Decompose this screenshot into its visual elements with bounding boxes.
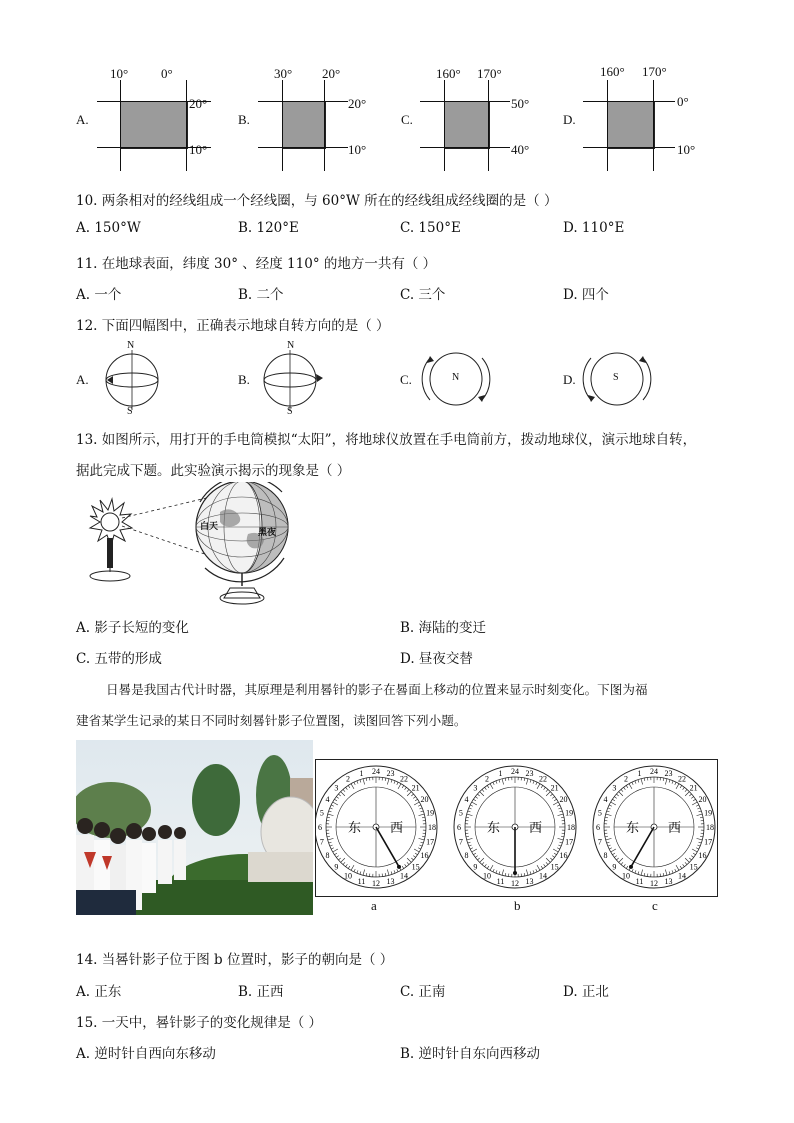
- svg-text:东: 东: [348, 821, 362, 836]
- q14-option-d[interactable]: D. 正北: [563, 984, 609, 1000]
- svg-text:24: 24: [511, 767, 519, 776]
- question-13-stem-line1: 13. 如图所示，用打开的手电筒模拟“太阳”，将地球仪放置在手电筒前方，拨动地球仪，演示地球自转，: [76, 432, 697, 448]
- gray-square: [607, 101, 655, 149]
- latitude-line: [258, 147, 348, 148]
- svg-text:22: 22: [400, 774, 408, 784]
- longitude-line: [607, 80, 608, 171]
- svg-text:20: 20: [559, 795, 568, 804]
- svg-text:7: 7: [458, 837, 463, 847]
- dial-caption-a: a: [371, 898, 377, 913]
- svg-text:3: 3: [473, 783, 478, 793]
- svg-text:24: 24: [372, 767, 380, 776]
- svg-text:17: 17: [426, 837, 435, 847]
- option-letter: A.: [76, 112, 89, 127]
- svg-text:5: 5: [597, 808, 602, 818]
- label-right-top: 20°: [348, 96, 367, 111]
- svg-text:13: 13: [664, 877, 673, 887]
- sundial-dials-svg: [316, 760, 717, 896]
- south-pole-label: S: [287, 406, 293, 417]
- q10-option-d[interactable]: D. 110°E: [563, 220, 625, 236]
- option-letter: B.: [238, 112, 250, 127]
- arrow-icon: [639, 356, 646, 363]
- svg-text:17: 17: [704, 837, 713, 847]
- svg-text:15: 15: [411, 862, 420, 872]
- q10-option-a[interactable]: A. 150°W: [76, 220, 141, 236]
- question-12-stem: 12. 下面四幅图中，正确表示地球自转方向的是（ ）: [76, 318, 390, 334]
- svg-text:4: 4: [464, 795, 469, 804]
- svg-text:12: 12: [511, 879, 519, 888]
- longitude-line: [120, 80, 121, 171]
- svg-text:5: 5: [319, 808, 324, 818]
- svg-text:9: 9: [473, 862, 478, 872]
- svg-text:18: 18: [567, 823, 575, 832]
- option-letter: C.: [401, 112, 413, 127]
- svg-text:2: 2: [485, 774, 489, 784]
- latitude-line: [583, 147, 675, 148]
- svg-text:西: 西: [668, 821, 682, 836]
- label-right-bottom: 10°: [348, 142, 367, 157]
- q10-option-b[interactable]: B. 120°E: [238, 220, 299, 236]
- option-letter: B.: [238, 372, 250, 387]
- svg-text:18: 18: [428, 823, 436, 832]
- label-top-left: 10°: [110, 66, 129, 81]
- svg-text:16: 16: [420, 851, 429, 860]
- arrow-icon: [427, 356, 434, 363]
- q15-option-a[interactable]: A. 逆时针自西向东移动: [76, 1046, 216, 1062]
- polar-view-diagram-d: [579, 346, 659, 412]
- sundial-face: [593, 766, 715, 888]
- svg-text:21: 21: [411, 783, 420, 793]
- svg-text:17: 17: [565, 837, 574, 847]
- svg-text:11: 11: [357, 877, 366, 887]
- question-11-stem: 11. 在地球表面，纬度 30° 、经度 110° 的地方一共有（ ）: [76, 256, 437, 272]
- q11-option-d[interactable]: D. 四个: [563, 287, 609, 303]
- longitude-line: [324, 80, 325, 171]
- label-right-bottom: 10°: [677, 142, 696, 157]
- svg-text:16: 16: [559, 851, 568, 860]
- svg-text:西: 西: [529, 821, 543, 836]
- flashlight-globe-illustration: [70, 482, 300, 612]
- svg-text:8: 8: [603, 851, 608, 860]
- question-10-stem: 10. 两条相对的经线组成一个经线圈，与 60°W 所在的经线组成经线圈的是（ ）: [76, 193, 558, 209]
- svg-text:6: 6: [457, 823, 461, 832]
- q10-option-c[interactable]: C. 150°E: [400, 220, 461, 236]
- q13-option-a[interactable]: A. 影子长短的变化: [76, 620, 189, 636]
- q13-option-c[interactable]: C. 五带的形成: [76, 651, 162, 667]
- svg-text:5: 5: [458, 808, 463, 818]
- svg-text:19: 19: [565, 808, 574, 818]
- q13-option-b[interactable]: B. 海陆的变迁: [400, 620, 487, 636]
- north-pole-label: N: [127, 340, 135, 351]
- svg-text:1: 1: [498, 768, 503, 778]
- svg-text:10: 10: [483, 871, 491, 881]
- flashlight-handle: [107, 538, 113, 568]
- longitude-line: [488, 80, 489, 171]
- north-pole-center-label: N: [452, 372, 460, 383]
- svg-text:11: 11: [635, 877, 644, 887]
- dial-caption-c: c: [652, 898, 658, 913]
- svg-text:12: 12: [650, 879, 658, 888]
- label-top-left: 160°: [436, 66, 461, 81]
- svg-text:24: 24: [650, 767, 658, 776]
- svg-text:23: 23: [525, 768, 534, 778]
- latitude-line: [583, 101, 675, 102]
- q11-option-a[interactable]: A. 一个: [76, 287, 122, 303]
- passage-line-1: 日晷是我国古代计时器，其原理是利用晷针的影子在晷面上移动的位置来显示时刻变化。下图为福: [106, 682, 648, 697]
- svg-text:4: 4: [603, 795, 608, 804]
- north-pole-label: N: [287, 340, 295, 351]
- globe-day-label: 白天: [200, 522, 219, 532]
- label-top-left: 30°: [274, 66, 293, 81]
- sundial-dials-panel: [315, 759, 718, 897]
- longitude-line: [444, 80, 445, 171]
- svg-text:14: 14: [539, 871, 547, 881]
- globe-rotation-diagram-a: [95, 340, 175, 420]
- svg-text:7: 7: [597, 837, 602, 847]
- svg-text:11: 11: [496, 877, 505, 887]
- label-right-top: 0°: [677, 94, 689, 109]
- svg-text:21: 21: [689, 783, 698, 793]
- q14-option-c[interactable]: C. 正南: [400, 984, 446, 1000]
- svg-text:14: 14: [678, 871, 686, 881]
- arrow-icon: [588, 395, 595, 402]
- sundial-face: [316, 766, 437, 888]
- svg-text:12: 12: [372, 879, 380, 888]
- question-13-stem-line2: 据此完成下题。此实验演示揭示的现象是（ ）: [76, 463, 351, 479]
- arrow-right-icon: [316, 374, 323, 382]
- sundial-photo: [76, 740, 313, 915]
- svg-text:9: 9: [334, 862, 339, 872]
- svg-text:13: 13: [525, 877, 534, 887]
- svg-text:7: 7: [319, 837, 324, 847]
- label-top-left: 160°: [600, 64, 625, 79]
- label-right-top: 20°: [189, 96, 208, 111]
- svg-text:19: 19: [426, 808, 435, 818]
- latitude-line: [258, 101, 348, 102]
- sundial-photo-illustration: [76, 740, 313, 915]
- svg-text:8: 8: [325, 851, 330, 860]
- question-15-stem: 15. 一天中，晷针影子的变化规律是（ ）: [76, 1015, 323, 1031]
- svg-text:20: 20: [698, 795, 707, 804]
- globe-rotation-diagram-b: [257, 340, 337, 420]
- svg-text:13: 13: [386, 877, 395, 887]
- svg-text:东: 东: [487, 821, 501, 836]
- label-top-right: 0°: [161, 66, 173, 81]
- q11-option-c[interactable]: C. 三个: [400, 287, 446, 303]
- latitude-line: [420, 101, 510, 102]
- latitude-line: [420, 147, 510, 148]
- q14-option-a[interactable]: A. 正东: [76, 984, 122, 1000]
- gray-square: [282, 101, 326, 149]
- svg-text:22: 22: [678, 774, 686, 784]
- svg-text:14: 14: [400, 871, 408, 881]
- option-letter: D.: [563, 372, 576, 387]
- svg-text:9: 9: [612, 862, 617, 872]
- option-letter: A.: [76, 372, 89, 387]
- svg-text:21: 21: [550, 783, 559, 793]
- svg-text:6: 6: [596, 823, 600, 832]
- svg-text:6: 6: [318, 823, 322, 832]
- sundial-face: [454, 766, 576, 888]
- gray-square: [120, 101, 188, 149]
- option-letter: D.: [563, 112, 576, 127]
- svg-text:20: 20: [420, 795, 429, 804]
- svg-text:16: 16: [698, 851, 707, 860]
- svg-text:3: 3: [612, 783, 617, 793]
- svg-text:3: 3: [334, 783, 339, 793]
- svg-text:2: 2: [346, 774, 350, 784]
- label-top-right: 170°: [477, 66, 502, 81]
- label-right-top: 50°: [511, 96, 530, 111]
- svg-text:18: 18: [706, 823, 714, 832]
- passage-line-2: 建省某学生记录的某日不同时刻晷针影子位置图，读图回答下列小题。: [76, 713, 467, 728]
- dial-caption-b: b: [514, 898, 521, 913]
- south-pole-center-label: S: [613, 372, 619, 383]
- svg-text:10: 10: [622, 871, 630, 881]
- svg-text:东: 东: [626, 821, 640, 836]
- q15-option-b[interactable]: B. 逆时针自东向西移动: [400, 1046, 541, 1062]
- gray-square: [444, 101, 490, 149]
- label-top-right: 20°: [322, 66, 341, 81]
- south-pole-label: S: [127, 406, 133, 417]
- svg-text:2: 2: [624, 774, 628, 784]
- svg-text:15: 15: [689, 862, 698, 872]
- svg-text:西: 西: [390, 821, 404, 836]
- longitude-line: [186, 80, 187, 171]
- q14-option-b[interactable]: B. 正西: [238, 984, 284, 1000]
- q13-option-d[interactable]: D. 昼夜交替: [400, 651, 473, 667]
- option-letter: C.: [400, 372, 412, 387]
- svg-text:23: 23: [386, 768, 395, 778]
- q11-option-b[interactable]: B. 二个: [238, 287, 284, 303]
- svg-text:22: 22: [539, 774, 547, 784]
- label-top-right: 170°: [642, 64, 667, 79]
- question-14-stem: 14. 当晷针影子位于图 b 位置时，影子的朝向是（ ）: [76, 952, 394, 968]
- longitude-line: [653, 80, 654, 171]
- globe-night-label: 黑夜: [258, 528, 277, 538]
- svg-text:19: 19: [704, 808, 713, 818]
- svg-text:4: 4: [325, 795, 330, 804]
- label-right-bottom: 10°: [189, 142, 208, 157]
- svg-text:1: 1: [359, 768, 364, 778]
- svg-text:8: 8: [464, 851, 469, 860]
- arrow-icon: [478, 395, 485, 402]
- label-right-bottom: 40°: [511, 142, 530, 157]
- svg-text:23: 23: [664, 768, 673, 778]
- svg-text:1: 1: [637, 768, 642, 778]
- svg-text:15: 15: [550, 862, 559, 872]
- svg-text:10: 10: [344, 871, 352, 881]
- longitude-line: [282, 80, 283, 171]
